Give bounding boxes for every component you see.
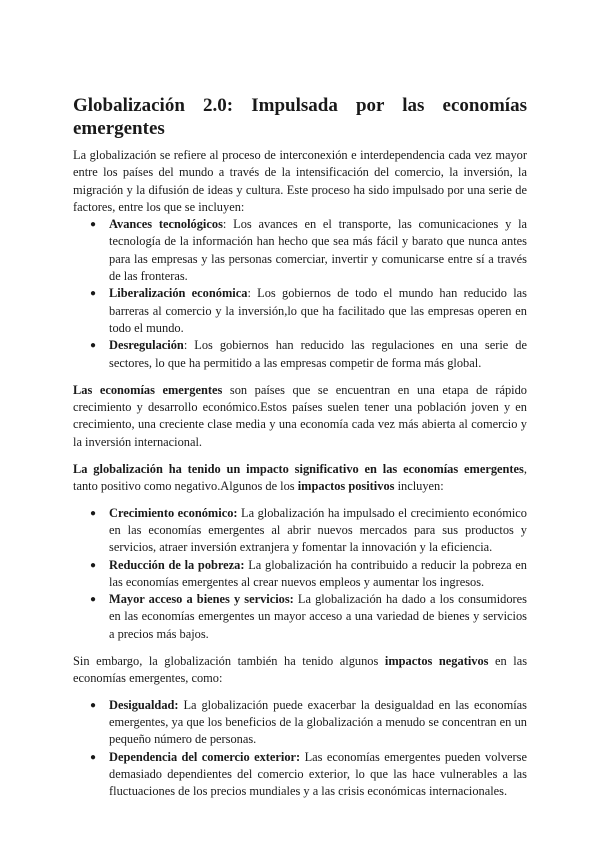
list-item <box>90 557 528 592</box>
title-line-2: emergentes <box>73 118 165 139</box>
list-item <box>90 337 527 372</box>
bullet-icon: ● <box>90 288 97 300</box>
bullet-icon: ● <box>90 340 97 352</box>
negative-text: Las economías emergentes pueden volverse demasiado dependientes del comercio exterior, lo que las hace vulnerables a las fluctuaciones de los precios mundiales y a las crisis económicas internacionales. <box>109 749 527 799</box>
positive-term: Mayor acceso a bienes y servicios: <box>109 592 294 607</box>
positive-term: Crecimiento económico: <box>109 505 238 520</box>
negative-intro-end: en las economías emergentes, como: <box>73 654 528 686</box>
factor-separator: : <box>222 217 234 232</box>
document-title <box>73 94 527 140</box>
title-line-1: Globalización 2.0: Impulsada por las economías <box>73 95 527 116</box>
bullet-icon: ● <box>90 699 97 711</box>
list-item <box>90 505 527 557</box>
positive-text: La globalización ha dado a los consumidores en las economías emergentes un mayor acceso a una variedad de bienes y servicios a precios más bajos. <box>109 592 527 641</box>
negative-intro-paragraph <box>73 653 527 688</box>
positive-text: La globalización ha impulsado el crecimiento económico en las economías emergentes al abrir nuevos mercados para sus productos y servicios, atraer inversión extranjera y fomentar la innovación y la eficiencia. <box>109 505 527 555</box>
intro-paragraph: La globalización se refiere al proceso de interconexión e interdependencia cada vez mayor entre los países del mundo a través de la intensificación del comercio, la inversión, la migración y la difusión de ideas y cultura. Este proceso ha sido impulsado por una serie de factores, entre los que se incluyen: <box>73 148 527 214</box>
emerging-text: son países que se encuentran en una etapa de rápido crecimiento y desarrollo económico.Estos países suelen tener una población joven y en crecimiento, una creciente clase media y una economía cada vez más abierta al comercio y la inversión internacional. <box>73 382 527 449</box>
positive-text: La globalización ha contribuido a reducir la pobreza en las economías emergentes al crear nuevos empleos y aumentar los ingresos. <box>109 557 528 589</box>
emerging-economies-paragraph <box>73 382 527 451</box>
negative-term: Desigualdad: <box>109 697 179 712</box>
factor-term: Liberalización económica <box>109 286 248 301</box>
negative-term: Dependencia del comercio exterior: <box>109 749 301 764</box>
list-item <box>90 591 527 643</box>
positive-term: Reducción de la pobreza: <box>109 557 245 572</box>
impact-bold-2: impactos positivos <box>297 479 395 494</box>
positives-list <box>73 505 527 643</box>
bullet-icon: ● <box>90 219 97 231</box>
list-item <box>90 749 527 801</box>
factor-separator: : <box>247 286 258 301</box>
impact-bold: La globalización ha tenido un impacto significativo en las economías emergentes <box>73 462 524 477</box>
list-item <box>90 285 527 337</box>
factors-list <box>73 216 527 372</box>
bullet-icon: ● <box>90 751 97 763</box>
list-item <box>90 216 528 285</box>
factor-term: Avances tecnológicos <box>109 217 223 232</box>
bullet-icon: ● <box>90 559 97 571</box>
factor-text: Los gobiernos han reducido las regulaciones en una serie de sectores, lo que ha permitido a las empresas competir de forma más global. <box>109 338 527 370</box>
factor-text: Los gobiernos de todo el mundo han reducido las barreras al comercio y la inversión,lo que ha facilitado que las empresas operen en todo el mundo. <box>109 286 527 335</box>
bullet-icon: ● <box>90 507 97 519</box>
impact-paragraph <box>73 461 527 496</box>
bullet-icon: ● <box>90 594 97 606</box>
factor-text: Los avances en el transporte, las comunicaciones y la tecnología de la información han hecho que sea más fácil y barato que nunca antes para las empresas y las personas comerciar, invertir y comunicarse entre sí a través de las fronteras. <box>109 217 528 284</box>
impact-mid: , tanto positivo como negativo.Algunos de los <box>73 462 527 494</box>
negative-intro-bold: impactos negativos <box>384 654 489 669</box>
negatives-list <box>73 697 527 801</box>
negative-text: La globalización puede exacerbar la desigualdad en las economías emergentes, ya que los beneficios de la globalización a menudo se concentran en un pequeño número de personas. <box>109 697 527 747</box>
document-page <box>73 94 527 800</box>
factor-separator: : <box>183 338 195 353</box>
negative-intro-start: Sin embargo, la globalización también ha tenido algunos <box>73 654 385 669</box>
factor-term: Desregulación <box>109 338 184 353</box>
impact-end: incluyen: <box>394 479 444 494</box>
emerging-term: Las economías emergentes <box>73 382 223 397</box>
list-item <box>90 697 527 749</box>
